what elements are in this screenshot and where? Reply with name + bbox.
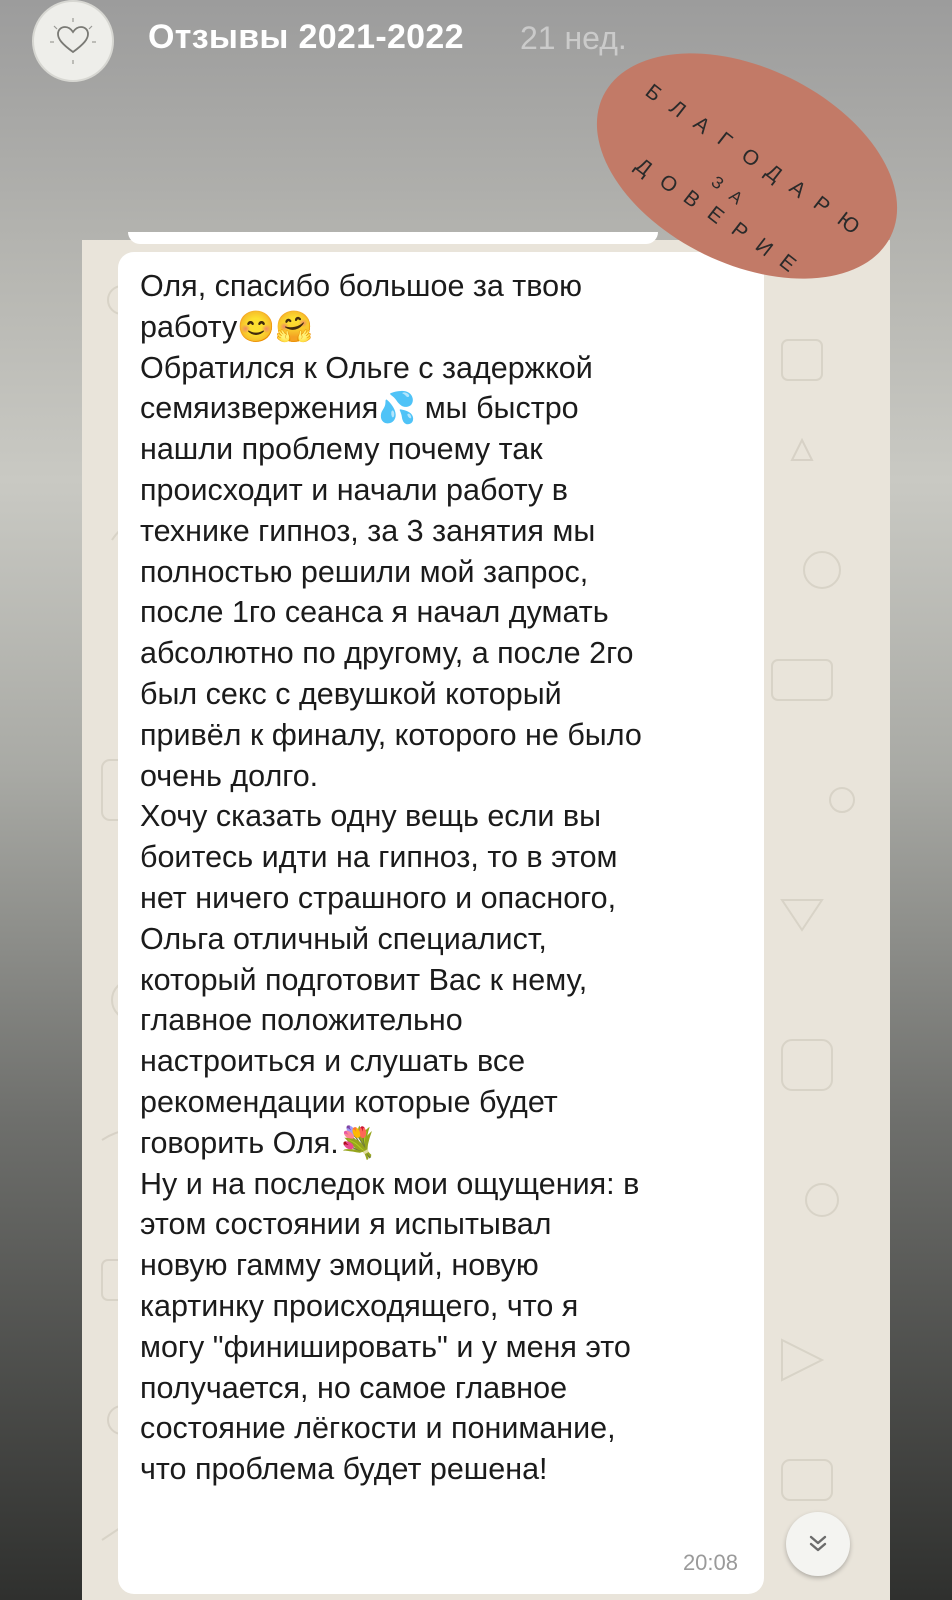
sticker-letter: Г (712, 127, 737, 153)
sticker-letter: И (750, 233, 777, 262)
sticker-letter: Р (808, 191, 835, 219)
sticker-letter: А (725, 186, 747, 209)
sticker-letter: О (654, 169, 682, 199)
story-title: Отзывы 2021-2022 (148, 18, 464, 56)
sticker-letter: Л (664, 95, 690, 123)
sticker-letter: В (678, 185, 705, 213)
sticker-oval (582, 48, 912, 288)
message-text: Оля, спасибо большое за твою работу😊🤗 Обратился к Ольге с задержкой семяизвержения💦 мы быстро нашли проблему почему так происходит и начали работу в технике гипноз, за 3 занятия мы полностью решили мой запрос, после 1го сеанса я начал думать абсолютно по другому, а после 2го был секс с девушкой который привёл к финалу, которого не было очень долго. Хочу сказать одну вещь если вы боитесь идти на гипноз, то в этом нет ничего страшного и опасного, Ольга отличный специалист, который подготовит Вас к нему, главное положительно настроиться и слушать все рекомендации которые будет говорить Оля.💐 Ну и на последок мои ощущения: в этом состоянии я испытывал новую гамму эмоций, новую картинку происходящего, что я могу "финишировать" и у меня это получается, но самое главное состояние лёгкости и понимание, что проблема будет решена! (140, 269, 642, 1487)
previous-message-edge (128, 232, 658, 244)
sticker-letter: Д (760, 159, 787, 187)
scroll-down-button[interactable] (786, 1512, 850, 1576)
chevron-double-down-icon (804, 1530, 832, 1558)
sticker-letter: Е (774, 249, 801, 277)
sticker-letter: О (736, 143, 764, 173)
heart-icon (48, 16, 98, 66)
sticker-letter: Р (726, 217, 753, 245)
sticker-letter: Ю (832, 207, 864, 240)
gratitude-sticker (582, 48, 912, 288)
sticker-letter: А (784, 175, 811, 203)
story-age: 21 нед. (520, 20, 627, 56)
sticker-letter: Б (640, 79, 666, 107)
message-timestamp: 20:08 (682, 1550, 738, 1575)
sticker-letter: З (707, 172, 728, 194)
sticker-letter: Д (630, 153, 657, 181)
sticker-letter: А (688, 111, 715, 139)
message-bubble[interactable] (118, 252, 764, 1594)
story-avatar[interactable] (32, 0, 114, 82)
sticker-letter: Е (702, 201, 729, 229)
